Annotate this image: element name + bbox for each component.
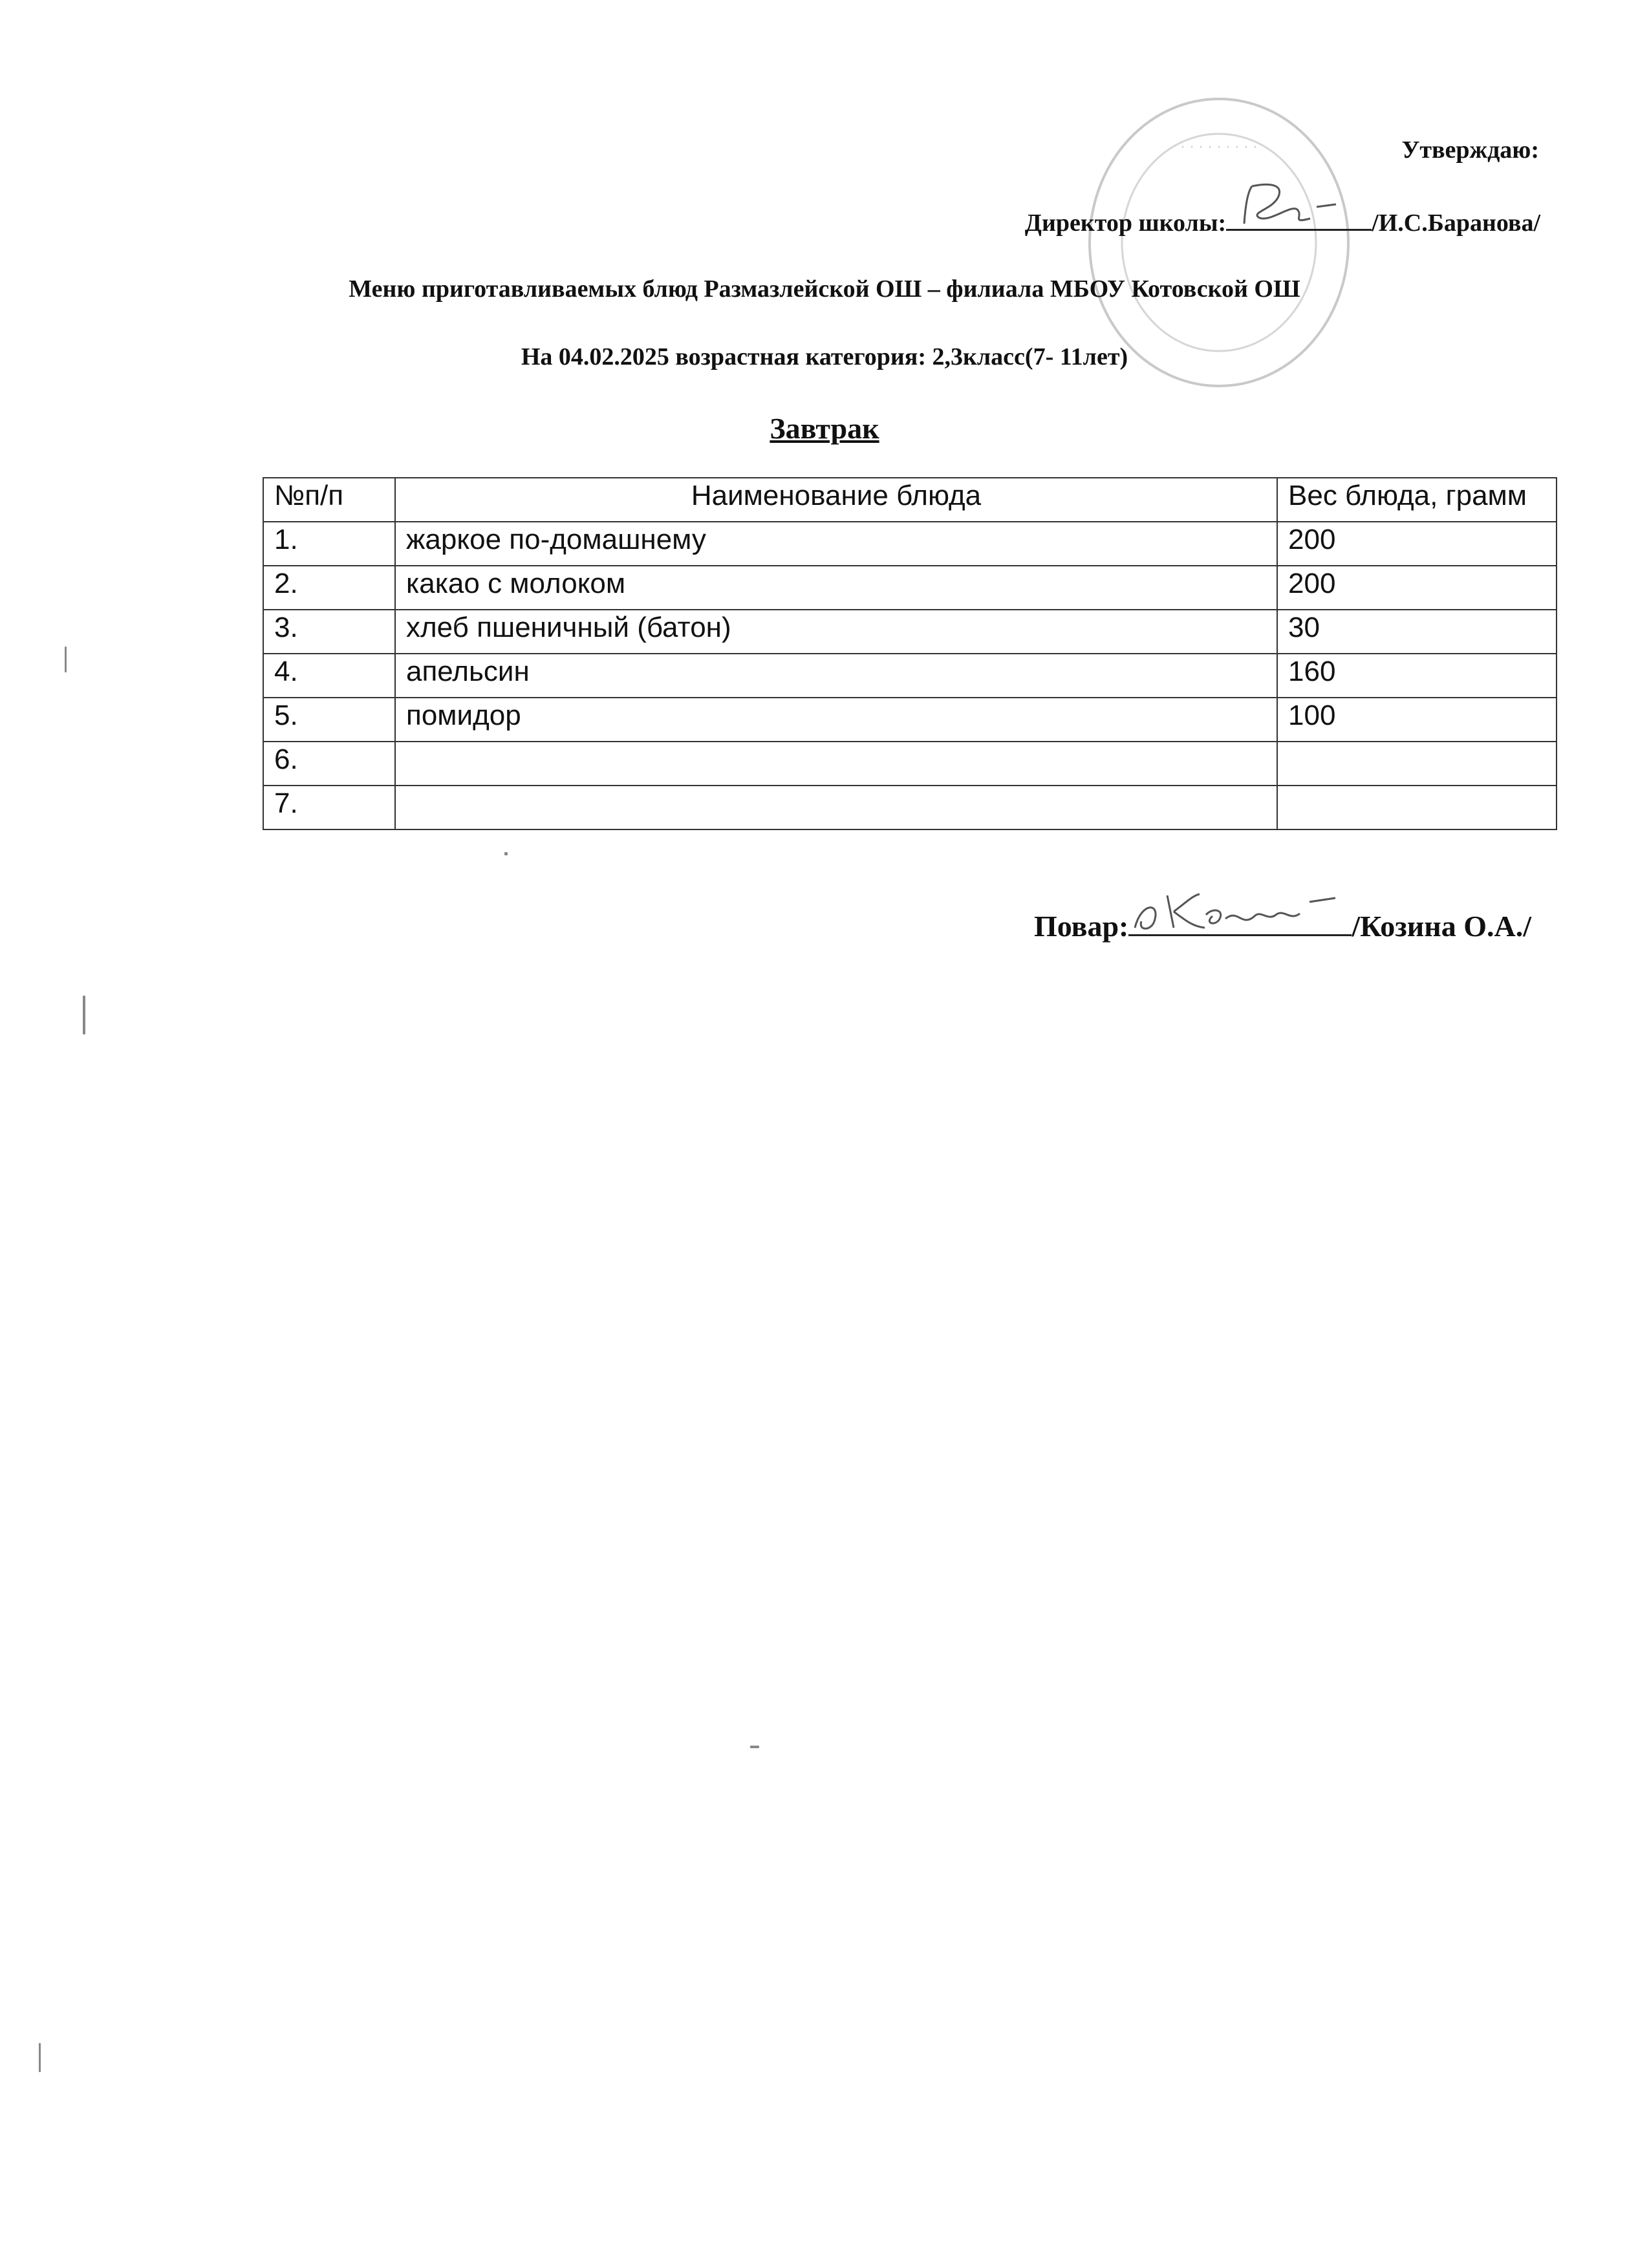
scan-speck — [504, 852, 508, 855]
row-dish-name: хлеб пшеничный (батон) — [395, 610, 1277, 654]
menu-subtitle: На 04.02.2025 возрастная категория: 2,3класс(7- 11лет) — [521, 343, 1128, 370]
row-number: 2. — [263, 566, 395, 610]
row-dish-name: какао с молоком — [395, 566, 1277, 610]
table-row — [263, 786, 1557, 829]
row-number: 3. — [263, 610, 395, 654]
row-number: 5. — [263, 698, 395, 742]
table-row — [263, 566, 1557, 610]
row-weight — [1277, 742, 1557, 786]
cook-signature-blank — [1128, 908, 1352, 936]
menu-title: Меню приготавливаемых блюд Размазлейской ОШ – филиала МБОУ Котовской ОШ — [349, 275, 1300, 303]
director-signature-blank — [1226, 206, 1372, 231]
scan-speck — [750, 1746, 759, 1748]
approval-label: Утверждаю: — [1401, 136, 1539, 164]
cook-name: /Козина О.А./ — [1352, 910, 1531, 943]
row-weight: 200 — [1277, 566, 1557, 610]
row-weight: 200 — [1277, 522, 1557, 566]
director-signature-line — [1025, 206, 1540, 237]
table-row — [263, 610, 1557, 654]
row-weight — [1277, 786, 1557, 829]
director-label: Директор школы: — [1024, 209, 1227, 237]
cook-label: Повар: — [1033, 910, 1129, 943]
row-dish-name — [395, 742, 1277, 786]
row-dish-name: апельсин — [395, 654, 1277, 698]
row-number: 1. — [263, 522, 395, 566]
scan-speck — [65, 647, 67, 672]
row-weight: 160 — [1277, 654, 1557, 698]
table-row — [263, 698, 1557, 742]
director-signature — [1233, 178, 1362, 237]
table-header-row — [263, 478, 1557, 522]
scan-speck — [83, 996, 85, 1034]
meal-heading: Завтрак — [770, 412, 879, 445]
cook-signature — [1128, 876, 1352, 941]
header-number: №п/п — [263, 478, 395, 522]
director-name: /И.С.Баранова/ — [1372, 209, 1540, 237]
header-weight: Вес блюда, грамм — [1277, 478, 1557, 522]
row-number: 4. — [263, 654, 395, 698]
table-row — [263, 522, 1557, 566]
menu-table — [263, 477, 1557, 830]
table-row — [263, 654, 1557, 698]
row-dish-name: жаркое по-домашнему — [395, 522, 1277, 566]
row-number: 7. — [263, 786, 395, 829]
row-dish-name: помидор — [395, 698, 1277, 742]
svg-text:· · · · · · · · ·: · · · · · · · · · — [1180, 140, 1258, 156]
table-row — [263, 742, 1557, 786]
header-dish-name: Наименование блюда — [395, 478, 1277, 522]
row-dish-name — [395, 786, 1277, 829]
row-weight: 30 — [1277, 610, 1557, 654]
row-number: 6. — [263, 742, 395, 786]
row-weight: 100 — [1277, 698, 1557, 742]
cook-signature-line — [1034, 908, 1531, 943]
scan-speck — [39, 2043, 41, 2072]
